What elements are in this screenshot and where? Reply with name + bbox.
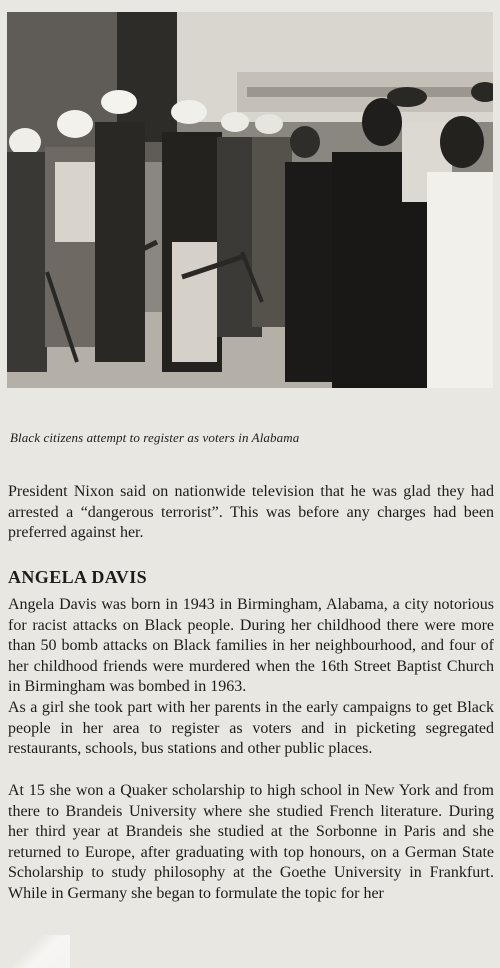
page-fold-corner (0, 935, 70, 968)
body-paragraph-3: At 15 she won a Quaker scholarship to high school in New York and from there to Brandeis University where she studied French literature. During her third year at Brandeis she studied at the Sorbonne in Paris and she returned to Europe, after graduating with top honours, on a German State Scholarship to study philosophy at the Goethe University in Frankfurt. While in Germany she began to formulate the topic for her (8, 782, 494, 902)
intro-paragraph: President Nixon said on nationwide television that he was glad they had arrested a “dangerous terrorist”. This was before any charges had been preferred against her. (8, 483, 494, 541)
photo-illustration (7, 12, 493, 388)
body-paragraph-1: Angela Davis was born in 1943 in Birmingham, Alabama, a city notorious for racist attacks on Black people. During her childhood there were more than 50 bomb attacks on Black families in her neighbourhood, and four of her childhood friends were murdered when the 16th Street Baptist Church in Birmingham was bombed in 1963. (8, 596, 494, 695)
section-heading: ANGELA DAVIS (8, 567, 148, 587)
protest-photo (7, 12, 493, 388)
body-paragraph-2: As a girl she took part with her parents in the early campaigns to get Black people in her area to register as voters and in picketing segregated restaurants, schools, bus stations and other public places. (8, 699, 494, 757)
photo-caption: Black citizens attempt to register as voters in Alabama (10, 430, 300, 445)
